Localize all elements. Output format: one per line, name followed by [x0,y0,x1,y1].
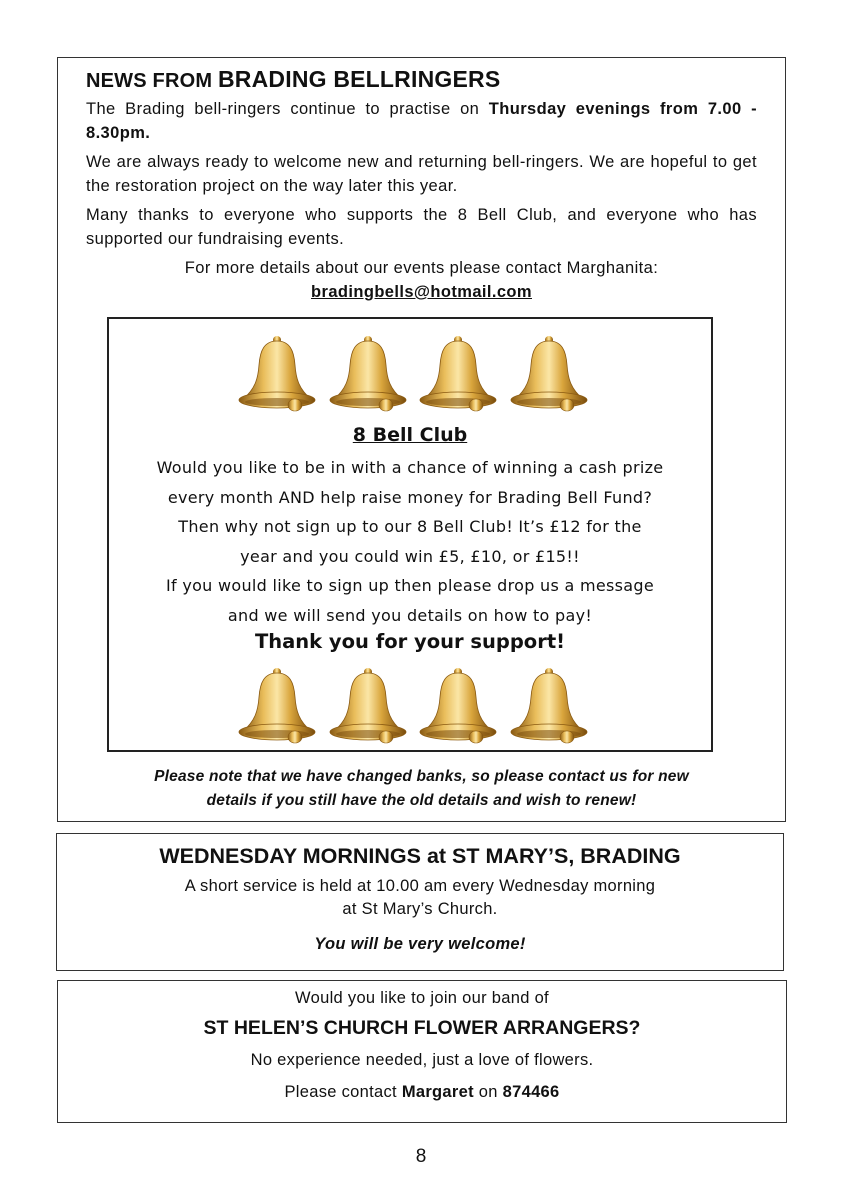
note-line: details if you still have the old details and wish to renew! [206,792,637,809]
bell-club-line: If you would like to sign up then please drop us a message [165,576,654,595]
note-line: Please note that we have changed banks, so please contact us for new [154,768,689,785]
wednesday-line-2: at St Mary’s Church. [342,900,498,918]
contact-mid: on [473,1083,503,1101]
contact-prefix: Please contact [284,1083,402,1101]
bell-icon [505,665,593,745]
thanks-paragraph: Many thanks to everyone who supports the 8 Bell Club, and everyone who has supported our fundraising events. [86,206,757,248]
bell-club-poster [107,317,713,752]
practice-text: The Brading bell-ringers continue to practise on [86,100,489,118]
bell-icon [324,665,412,745]
bell-club-thanks: Thank you for your support! [254,630,566,653]
wednesday-title: WEDNESDAY MORNINGS at ST MARY’S, BRADING [159,844,681,868]
news-title [86,66,757,93]
flower-arrangers-box [57,980,787,1123]
bell-icon [414,665,502,745]
news-title-prefix: NEWS FROM [86,70,218,92]
bellringers-news-box [57,57,786,822]
bell-icon [233,333,321,413]
flowers-experience: No experience needed, just a love of flowers. [250,1051,594,1069]
practice-time: Thursday evenings from 7.00 - 8.30pm. [86,100,757,142]
flowers-contact [58,1083,786,1102]
welcome-paragraph: We are always ready to welcome new and returning bell-ringers. We are hopeful to get the restoration project on the way later this year. [86,153,757,195]
bell-club-title: 8 Bell Club [352,424,468,446]
bell-icon [505,333,593,413]
bell-icon [414,333,502,413]
wednesday-line-1: A short service is held at 10.00 am every Wednesday morning [184,877,656,895]
bell-club-text [109,453,711,630]
page-number: 8 [415,1146,427,1167]
bell-icon [324,333,412,413]
contact-name: Margaret [401,1083,474,1101]
bell-row-bottom [233,665,593,745]
email-line [86,280,757,304]
bell-club-line: Then why not sign up to our 8 Bell Club! It’s £12 for the [178,517,642,536]
flowers-intro: Would you like to join our band of [295,989,549,1007]
bell-club-line: year and you could win £5, £10, or £15!! [240,546,580,566]
news-title-main: BRADING BELLRINGERS [218,66,501,92]
bank-change-note [58,765,785,813]
bell-row-top [233,333,593,413]
email-link[interactable]: bradingbells@hotmail.com [311,283,532,301]
contact-line: For more details about our events please contact Marghanita: [184,259,659,277]
wednesday-welcome: You will be very welcome! [314,935,526,953]
practice-paragraph [86,97,757,145]
contact-phone: 874466 [502,1083,560,1101]
bell-club-line: and we will send you details on how to pay! [227,605,593,625]
bell-club-line: Would you like to be in with a chance of winning a cash prize [156,458,664,477]
flowers-title: ST HELEN’S CHURCH FLOWER ARRANGERS? [203,1017,641,1039]
bell-club-line: every month AND help raise money for Brading Bell Fund? [167,487,653,507]
wednesday-service-box [56,833,784,971]
bell-icon [233,665,321,745]
